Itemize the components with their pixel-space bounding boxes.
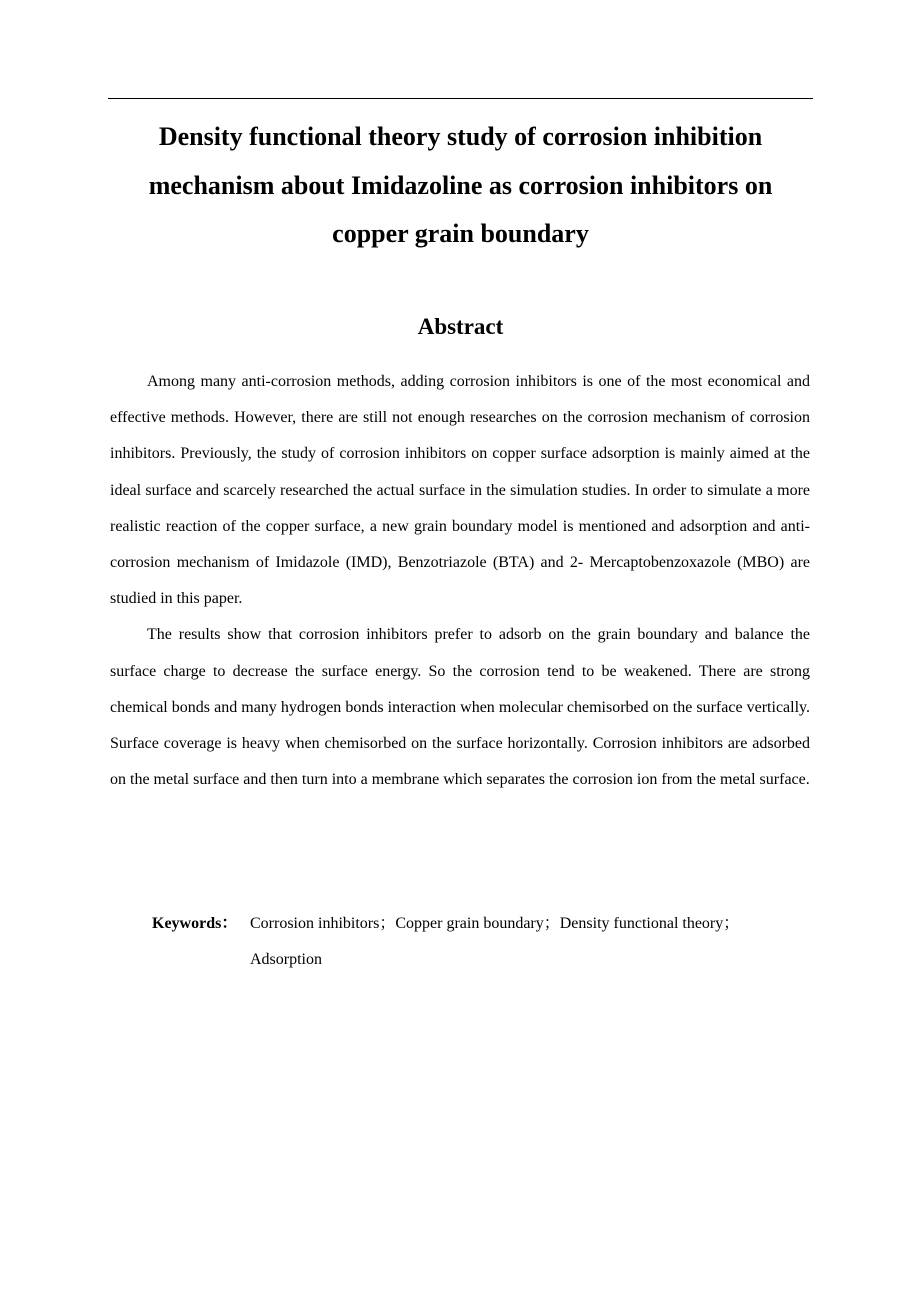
- abstract-paragraph: The results show that corrosion inhibitors prefer to adsorb on the grain boundary and balance the surface charge to decrease the surface energy. So the corrosion tend to be weakened. There are strong chemical bonds and many hydrogen bonds interaction when molecular chemisorbed on the surface vertically. Surface coverage is heavy when chemisorbed on the surface horizontally. Corrosion inhibitors are adsorbed on the metal surface and then turn into a membrane which separates the corrosion ion from the metal surface.: [110, 626, 810, 789]
- paper-title: Density functional theory study of corrosion inhibition mechanism about Imidazoline as corrosion inhibitors on copper grain boundary: [148, 122, 773, 248]
- keywords-label: Keywords：: [152, 915, 238, 932]
- keywords-list: Corrosion inhibitors；Copper grain boundary；Density functional theory；Adsorption: [250, 915, 740, 968]
- abstract-heading: Abstract: [417, 314, 504, 339]
- abstract-paragraph: Among many anti-corrosion methods, adding corrosion inhibitors is one of the most economical and effective methods. However, there are still not enough researches on the corrosion mechanism of corrosion inhibitors. Previously, the study of corrosion inhibitors on copper surface adsorption is mainly aimed at the ideal surface and scarcely researched the actual surface in the simulation studies. In order to simulate a more realistic reaction of the copper surface, a new grain boundary model is mentioned and adsorption and anti-corrosion mechanism of Imidazole (IMD), Benzotriazole (BTA) and 2- Mercaptobenzoxazole (MBO) are studied in this paper.: [110, 373, 810, 608]
- abstract-body: [110, 364, 810, 798]
- keywords-block: [152, 906, 810, 978]
- header-rule: [108, 98, 813, 99]
